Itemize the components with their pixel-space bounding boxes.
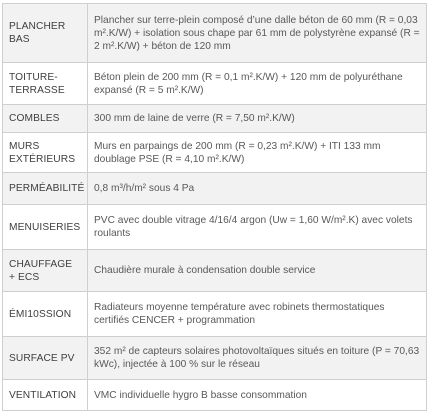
row-label: TOITURE- TERRASSE [3, 63, 88, 105]
table-row [3, 205, 427, 250]
table-row [3, 63, 427, 105]
row-label: MENUISERIES [3, 205, 88, 250]
row-value: Plancher sur terre-plein composé d’une dalle béton de 60 mm (R = 0,03 m².K/W) + isolation sous chape par 61 mm de polystyrène expansé (R = 2 m².K/W) + béton de 120 mm [88, 4, 427, 63]
row-label: SURFACE PV [3, 337, 88, 380]
row-value: 0,8 m³/h/m² sous 4 Pa [88, 173, 427, 205]
row-label: CHAUFFAGE + ECS [3, 250, 88, 292]
row-value: Béton plein de 200 mm (R = 0,1 m².K/W) + 120 mm de polyuréthane expansé (R = 5 m².K/W) [88, 63, 427, 105]
table-row [3, 380, 427, 411]
row-label: PLANCHER BAS [3, 4, 88, 63]
table-row [3, 292, 427, 337]
row-label: COMBLES [3, 105, 88, 133]
building-spec-table [2, 3, 427, 411]
row-value: Murs en parpaings de 200 mm (R = 0,23 m².K/W) + ITI 133 mm doublage PSE (R = 4,10 m².K/W) [88, 133, 427, 173]
row-label: MURS EXTÉRIEURS [3, 133, 88, 173]
row-value: Radiateurs moyenne température avec robinets thermostatiques certifiés CENCER + programmation [88, 292, 427, 337]
table-row [3, 133, 427, 173]
table-row [3, 250, 427, 292]
table-row [3, 4, 427, 63]
table-row [3, 337, 427, 380]
row-label: ÉMI10SSION [3, 292, 88, 337]
row-label: VENTILATION [3, 380, 88, 411]
table-row [3, 173, 427, 205]
table-row [3, 105, 427, 133]
row-value: 352 m² de capteurs solaires photovoltaïques situés en toiture (P = 70,63 kWc), injectée à 100 % sur le réseau [88, 337, 427, 380]
row-label: PERMÉABILITÉ [3, 173, 88, 205]
row-value: 300 mm de laine de verre (R = 7,50 m².K/W) [88, 105, 427, 133]
row-value: Chaudière murale à condensation double service [88, 250, 427, 292]
row-value: VMC individuelle hygro B basse consommation [88, 380, 427, 411]
row-value: PVC avec double vitrage 4/16/4 argon (Uw = 1,60 W/m².K) avec volets roulants [88, 205, 427, 250]
